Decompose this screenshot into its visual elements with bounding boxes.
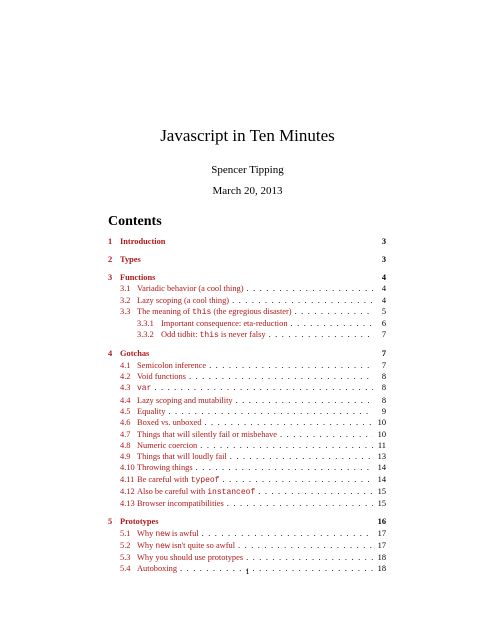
toc-entry-label	[137, 417, 201, 428]
toc-entry-text: (the egregious disaster)	[211, 306, 292, 316]
toc-section-link[interactable]	[108, 254, 386, 265]
toc-entry-text: this	[192, 307, 212, 317]
toc-entry-page: 14	[377, 463, 386, 473]
toc-leader-dots	[223, 474, 373, 485]
toc-entry-text: Throwing things	[137, 463, 193, 473]
toc-entry-text: new	[155, 541, 170, 551]
toc-entry-link[interactable]	[108, 360, 386, 371]
toc-entry-number: 4.12	[120, 487, 135, 496]
toc-entry-text: Also be careful with	[137, 487, 208, 496]
document-title: Javascript in Ten Minutes	[160, 126, 335, 145]
toc-entry-page: 9	[381, 406, 386, 416]
toc-entry-text: Things that will loudly fail	[137, 452, 227, 462]
toc-entry-link[interactable]	[108, 486, 386, 498]
toc-entry-label	[137, 295, 229, 306]
toc-entry-text: is awful	[169, 528, 199, 538]
toc-entry-page: 18	[377, 564, 386, 574]
toc-section-page: 3	[381, 237, 386, 246]
toc-entry-text: Why	[137, 528, 156, 538]
toc-entry-link[interactable]	[108, 329, 386, 341]
toc-leader-dots	[196, 462, 373, 473]
toc-section-link[interactable]	[108, 516, 386, 527]
toc-entry-label	[137, 498, 224, 509]
toc-entry-number: 5.3	[120, 553, 131, 563]
toc-entry-number: 4.5	[120, 406, 131, 416]
toc-entry-number: 4.4	[120, 395, 131, 405]
toc-entry-number: 4.3	[120, 383, 131, 393]
toc-entry-number: 4.8	[120, 440, 131, 450]
toc-leader-dots	[227, 498, 373, 509]
toc-section-label: Functions	[120, 272, 156, 282]
toc-entry-link[interactable]	[108, 417, 386, 428]
toc-entry-link[interactable]	[108, 474, 386, 486]
toc-entry-label	[137, 474, 220, 486]
toc-entry-text: Lazy scoping and mutability	[137, 395, 233, 405]
toc-section-number: 1	[108, 237, 113, 246]
toc-entry-number: 3.3.2	[137, 330, 154, 340]
toc-entry-link[interactable]	[108, 283, 386, 294]
toc-section-label: Prototypes	[120, 517, 159, 527]
toc-entry-text: var	[137, 384, 152, 394]
toc-entry-link[interactable]	[108, 429, 386, 440]
toc-entry-number: 3.3.1	[137, 319, 154, 329]
toc-entry-link[interactable]	[108, 395, 386, 406]
toc-entry-page: 5	[381, 306, 386, 316]
toc-section-page: 16	[377, 517, 386, 527]
page-number: 1	[245, 567, 250, 576]
toc-leader-dots	[246, 552, 373, 563]
toc-entry-text: Semicolon inference	[137, 360, 207, 370]
toc-entry-label	[137, 451, 227, 462]
toc-entry-page: 15	[377, 499, 386, 509]
toc-entry-page: 10	[377, 429, 386, 439]
toc-entry-text: Variadic behavior (a cool thing)	[137, 284, 244, 294]
toc-section-link[interactable]	[108, 236, 386, 247]
toc-entry-link[interactable]	[108, 295, 386, 306]
toc-entry-page: 8	[381, 372, 386, 382]
toc-entry-page: 4	[381, 295, 386, 305]
toc-entry-label	[161, 318, 288, 329]
toc-entry-text: Autoboxing	[137, 564, 178, 574]
toc-leader-dots	[204, 417, 373, 428]
toc-entry-page: 17	[377, 540, 386, 550]
toc-entry-link[interactable]	[108, 462, 386, 473]
toc-entry-page: 7	[381, 330, 386, 340]
toc-entry-page: 14	[377, 474, 386, 484]
toc-entry-number: 4.11	[120, 474, 135, 484]
toc-entry-label	[137, 406, 165, 417]
toc-entry-text: Be careful with	[137, 474, 191, 484]
toc-entry-text: Why	[137, 540, 156, 550]
toc-leader-dots	[200, 440, 373, 451]
toc-entry-link[interactable]	[108, 371, 386, 382]
toc-entry-page: 6	[381, 319, 386, 329]
toc-entry-label	[137, 360, 206, 371]
toc-section-number: 4	[108, 349, 113, 359]
toc-section-number: 2	[108, 254, 113, 264]
toc-entry-label	[137, 395, 233, 406]
toc-leader-dots	[202, 528, 373, 539]
toc-entry-number: 5.2	[120, 540, 131, 550]
document-author: Spencer Tipping	[211, 164, 284, 176]
toc-entry-link[interactable]	[108, 528, 386, 540]
toc-leader-dots	[247, 283, 373, 294]
toc-entry-number: 5.1	[120, 528, 131, 538]
toc-entry-text: isn't quite so awful	[169, 540, 236, 550]
toc-entry-number: 4.13	[120, 499, 135, 509]
toc-entry-number: 4.9	[120, 452, 131, 462]
toc-entry-link[interactable]	[108, 318, 386, 329]
toc-leader-dots	[238, 540, 373, 551]
toc-entry-number: 4.1	[120, 360, 131, 370]
toc-entry-page: 13	[377, 452, 386, 462]
toc-entry-label	[137, 429, 277, 440]
toc-entry-link[interactable]	[108, 306, 386, 318]
toc-entry-label	[137, 371, 186, 382]
toc-entry-label	[137, 462, 193, 473]
toc-leader-dots	[236, 395, 373, 406]
toc-entry-link[interactable]	[108, 406, 386, 417]
toc-entry-label	[137, 540, 235, 552]
toc-entry-label	[161, 329, 266, 341]
toc-leader-dots	[269, 329, 373, 340]
toc-entry-text: Why you should use prototypes	[137, 553, 244, 563]
toc-entry-number: 4.6	[120, 418, 131, 428]
toc-entry-page: 15	[377, 487, 386, 496]
toc-entry-text: Lazy scoping (a cool thing)	[137, 295, 230, 305]
toc-entry-number: 4.7	[120, 429, 131, 439]
toc-entry-number: 5.4	[120, 564, 131, 574]
toc-entry-page: 8	[381, 383, 386, 393]
toc-entry-link[interactable]	[108, 540, 386, 552]
toc-entry-text: this	[199, 331, 219, 341]
toc-entry-text: Void functions	[137, 372, 186, 382]
toc-entry-page: 8	[381, 395, 386, 405]
toc-entry-label	[137, 486, 255, 498]
toc-leader-dots	[230, 451, 373, 462]
toc-leader-dots	[209, 360, 373, 371]
toc-entry-page: 7	[381, 360, 386, 370]
toc-entry-label	[137, 382, 151, 394]
toc-section-link[interactable]	[108, 348, 386, 359]
toc-entry-page: 17	[377, 528, 386, 538]
toc-entry-page: 18	[377, 553, 386, 563]
document-date: March 20, 2013	[212, 185, 283, 197]
toc-entry-number: 3.3	[120, 306, 131, 316]
toc-entry-label	[137, 528, 199, 540]
toc-entry-label	[137, 440, 197, 451]
toc-entry-text: Important consequence: eta-reduction	[161, 319, 288, 329]
toc-entry-text: Boxed vs. unboxed	[137, 418, 202, 428]
toc-section-number: 3	[108, 272, 113, 282]
toc-leader-dots	[189, 371, 373, 382]
toc-leader-dots	[232, 295, 373, 306]
toc-section-label: Types	[120, 254, 141, 264]
toc-entry-text: Browser incompatibilities	[137, 499, 224, 509]
toc-leader-dots	[168, 406, 373, 417]
toc-section-label: Gotchas	[120, 349, 150, 359]
toc-entry-link[interactable]	[108, 552, 386, 563]
toc-section-link[interactable]	[108, 272, 386, 283]
toc-entry-label	[137, 552, 243, 563]
toc-section-page: 3	[381, 254, 386, 264]
toc-leader-dots	[295, 306, 373, 317]
toc-entry-text: Odd tidbit:	[161, 330, 200, 340]
toc-leader-dots	[258, 486, 373, 497]
toc-entry-text: The meaning of	[137, 306, 193, 316]
toc-section-label: Introduction	[120, 237, 166, 246]
toc-leader-dots	[280, 429, 373, 440]
toc-entry-text: Equality	[137, 406, 166, 416]
toc-entry-number: 3.2	[120, 295, 131, 305]
toc-entry-text: instanceof	[207, 488, 256, 497]
toc-entry-label	[137, 306, 292, 318]
toc-entry-text: typeof	[190, 475, 220, 485]
toc-entry-number: 4.2	[120, 372, 131, 382]
toc-entry-link[interactable]	[108, 451, 386, 462]
table-of-contents	[108, 236, 386, 575]
toc-entry-page: 10	[377, 418, 386, 428]
toc-entry-text: Things that will silently fail or misbehave	[137, 429, 278, 439]
toc-entry-number: 4.10	[120, 463, 135, 473]
toc-entry-page: 4	[381, 284, 386, 294]
toc-section-page: 7	[381, 349, 386, 359]
toc-entry-link[interactable]	[108, 498, 386, 509]
toc-section-number: 5	[108, 517, 113, 527]
toc-entry-text: Numeric coercion	[137, 440, 198, 450]
toc-leader-dots	[154, 382, 373, 393]
toc-leader-dots	[291, 318, 373, 329]
toc-entry-text: new	[155, 529, 170, 539]
toc-section-page: 4	[381, 272, 386, 282]
toc-entry-number: 3.1	[120, 284, 131, 294]
toc-entry-text: is never falsy	[218, 330, 266, 340]
toc-entry-link[interactable]	[108, 382, 386, 394]
toc-entry-link[interactable]	[108, 440, 386, 451]
toc-entry-label	[137, 283, 244, 294]
toc-entry-page: 11	[377, 440, 386, 450]
toc-heading: Contents	[108, 214, 162, 229]
